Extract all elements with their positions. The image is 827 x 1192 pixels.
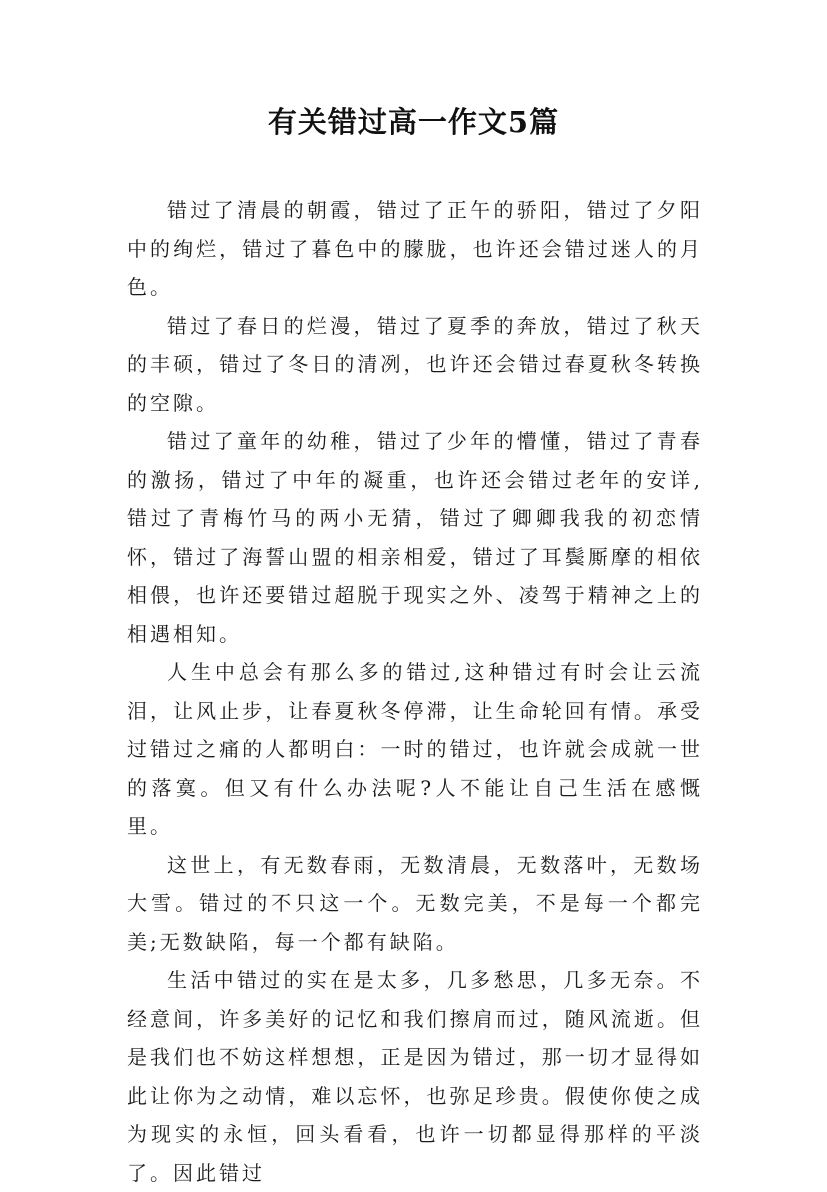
document-body [127, 191, 703, 1192]
paragraph: 错过了春日的烂漫，错过了夏季的奔放，错过了秋天的丰硕，错过了冬日的清冽，也许还会错过春夏秋冬转换的空隙。 [127, 313, 703, 415]
paragraph: 错过了童年的幼稚，错过了少年的懵懂，错过了青春的激扬，错过了中年的凝重，也许还会错过老年的安详,错过了青梅竹马的两小无猜，错过了卿卿我我的初恋情怀，错过了海誓山盟的相亲相爱，错过了耳鬓厮摩的相依相偎，也许还要错过超脱于现实之外、凌驾于精神之上的相遇相知。 [127, 429, 703, 646]
paragraph: 生活中错过的实在是太多，几多愁思，几多无奈。不经意间，许多美好的记忆和我们擦肩而过，随风流逝。但是我们也不妨这样想想，正是因为错过，那一切才显得如此让你为之动情，难以忘怀，也弥足珍贵。假使你使之成为现实的永恒，回头看看，也许一切都显得那样的平淡了。因此错过 [127, 968, 703, 1185]
document-title: 有关错过高一作文5篇 [267, 105, 560, 139]
paragraph: 这世上，有无数春雨，无数清晨，无数落叶，无数场大雪。错过的不只这一个。无数完美，不是每一个都完美;无数缺陷，每一个都有缺陷。 [127, 852, 703, 954]
paragraph: 错过了清晨的朝霞，错过了正午的骄阳，错过了夕阳中的绚烂，错过了暮色中的朦胧，也许还会错过迷人的月色。 [127, 198, 703, 299]
paragraph: 人生中总会有那么多的错过,这种错过有时会让云流泪，让风止步，让春夏秋冬停滞，让生命轮回有情。承受过错过之痛的人都明白：一时的错过，也许就会成就一世的落寞。但又有什么办法呢?人不能让自己生活在感慨里。 [127, 660, 703, 838]
